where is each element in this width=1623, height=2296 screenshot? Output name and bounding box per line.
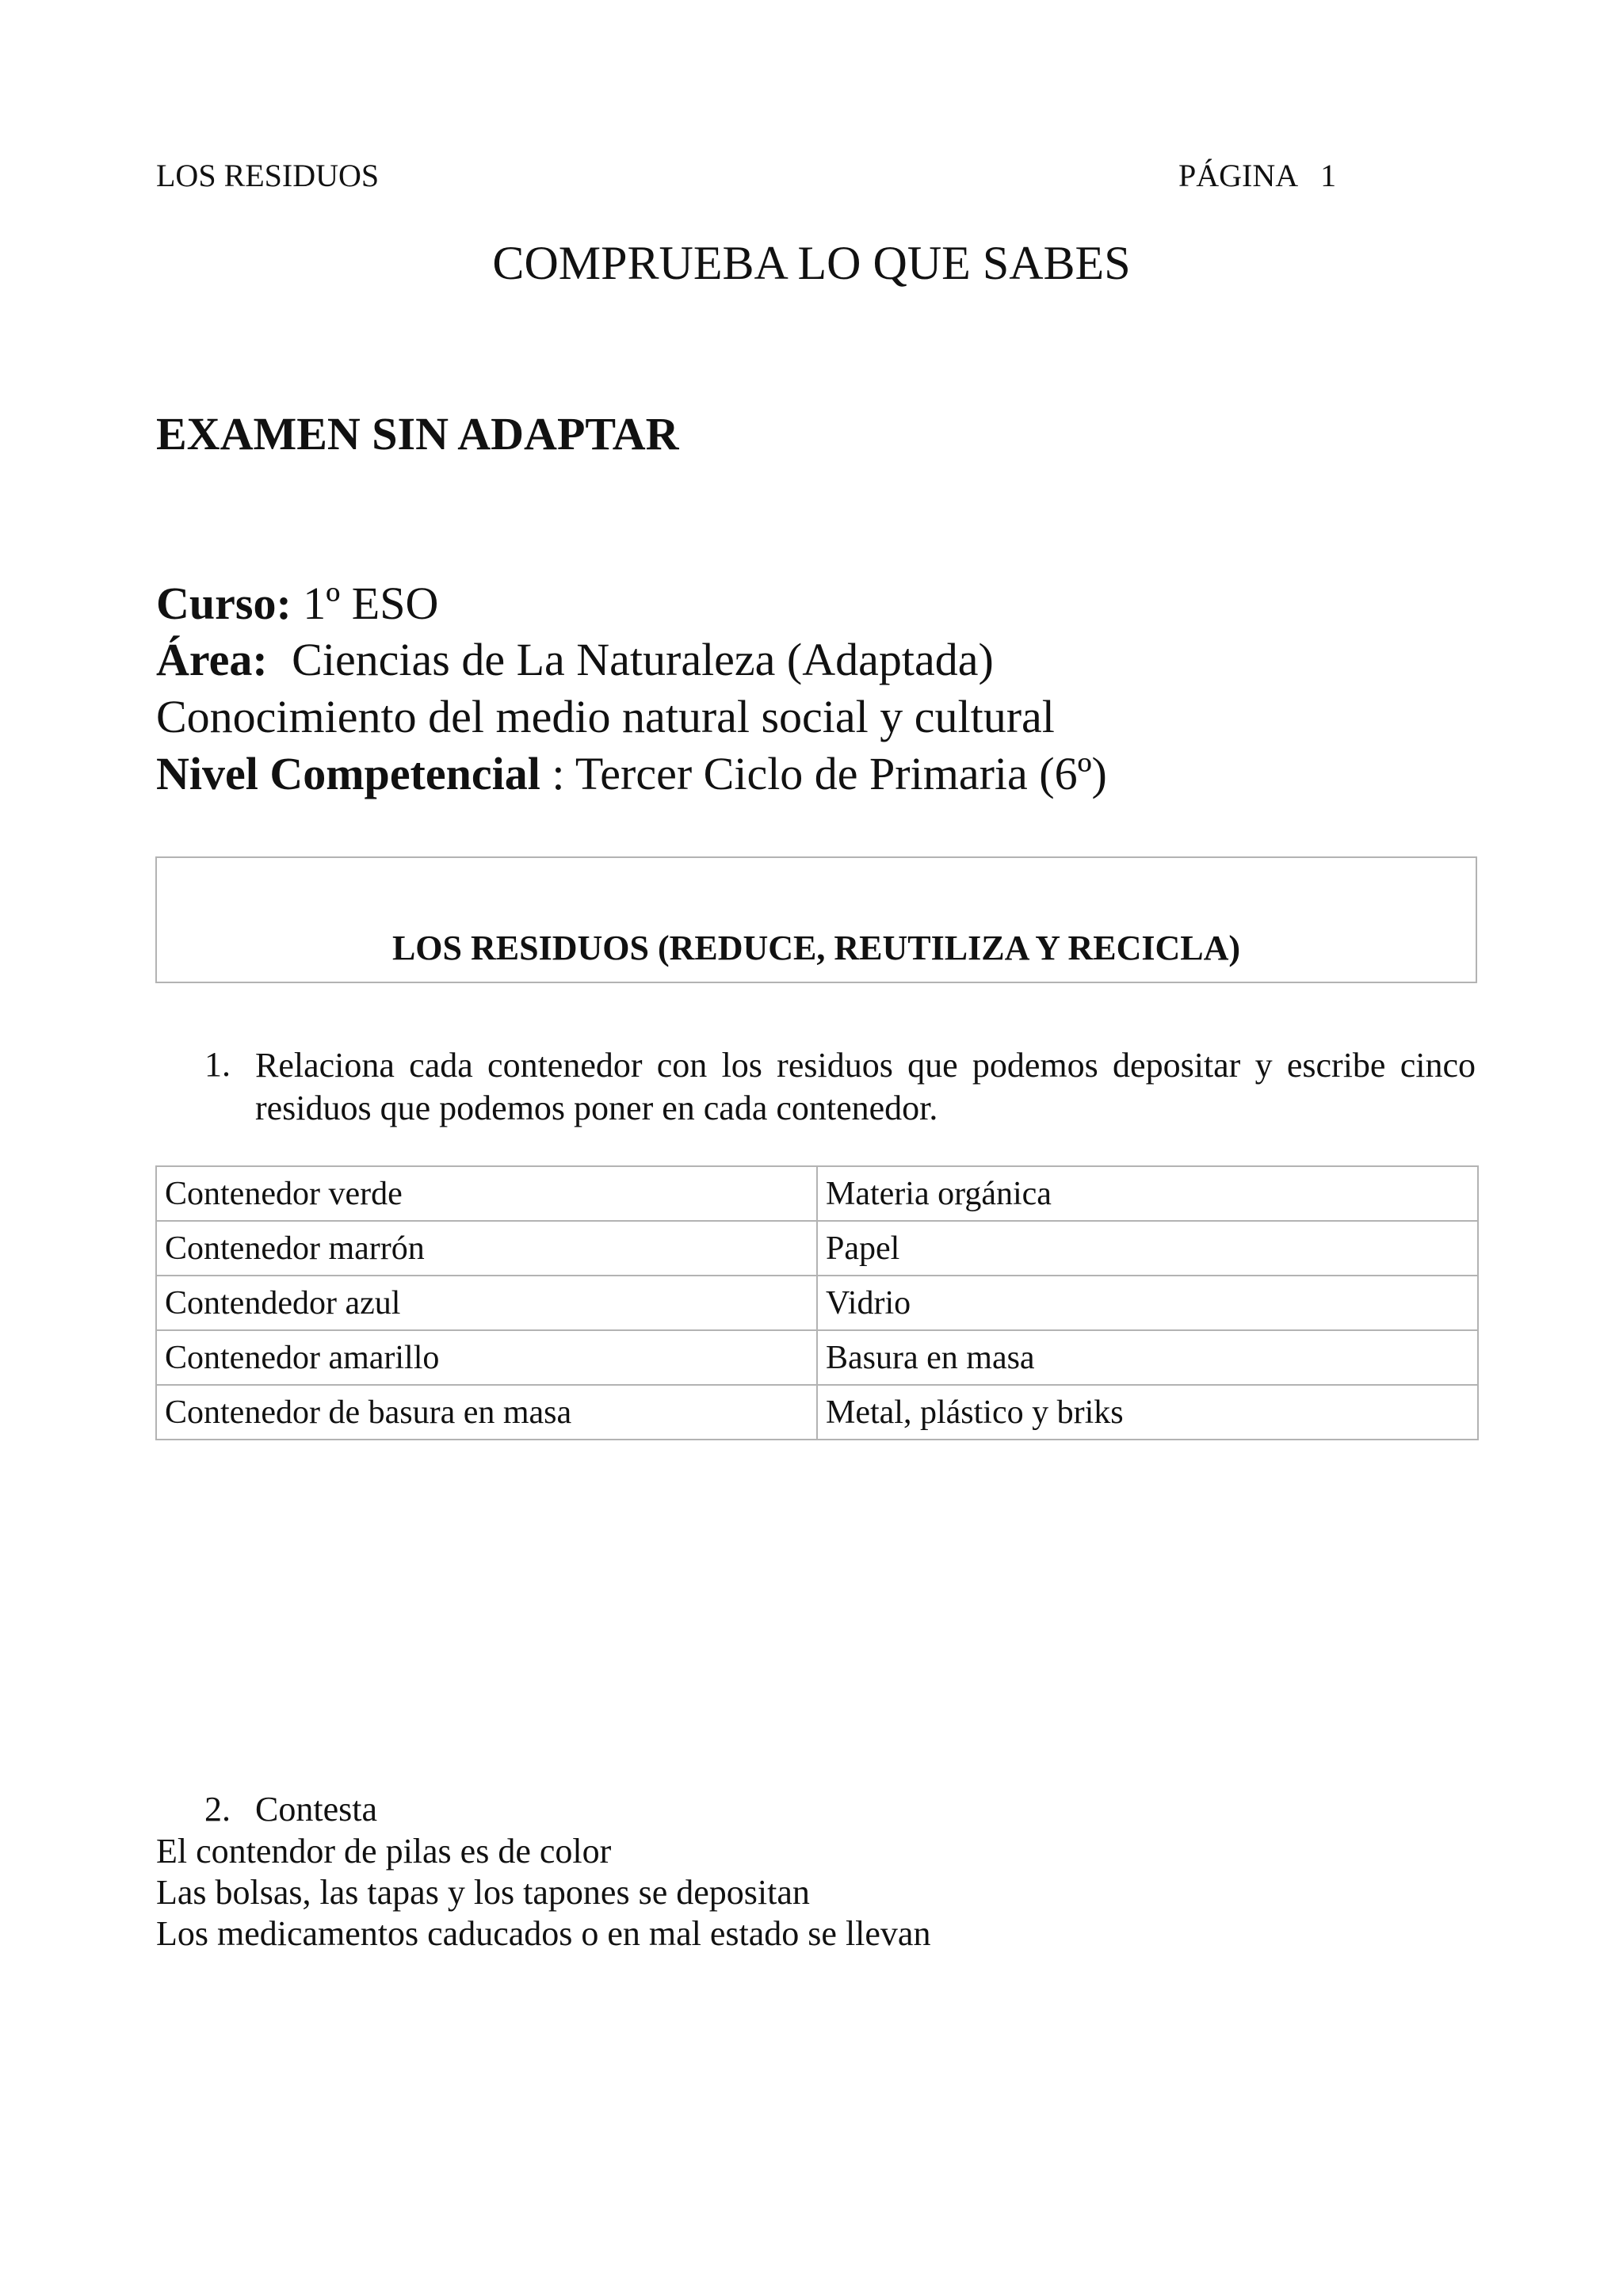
question-2-line: Los medicamentos caducados o en mal estado se llevan	[156, 1914, 931, 1953]
info-area	[156, 633, 994, 686]
question-1-number: 1.	[204, 1045, 231, 1084]
table-cell-waste: Materia orgánica	[817, 1166, 1478, 1221]
question-2-line: Las bolsas, las tapas y los tapones se depositan	[156, 1873, 810, 1912]
table-cell-waste: Metal, plástico y briks	[817, 1385, 1478, 1440]
page-number: 1	[1320, 158, 1337, 193]
table-row	[156, 1221, 1478, 1276]
question-1-text: Relaciona cada contenedor con los residuos que podemos depositar y escribe cinco residuos que podemos poner en cada contenedor.	[255, 1046, 1476, 1127]
table-cell-waste: Vidrio	[817, 1276, 1478, 1330]
question-2-number: 2.	[204, 1790, 231, 1829]
table-row	[156, 1385, 1478, 1440]
table-row	[156, 1166, 1478, 1221]
question-2-label: Contesta	[255, 1790, 377, 1829]
info-nivel	[156, 747, 1107, 800]
table-cell-container: Contendedor azul	[156, 1276, 817, 1330]
nivel-value: : Tercer Ciclo de Primaria (6º)	[552, 748, 1107, 799]
area-value: Ciencias de La Naturaleza (Adaptada)	[292, 634, 994, 685]
topic-box-title: LOS RESIDUOS (REDUCE, REUTILIZA Y RECICLA)	[391, 929, 1241, 967]
page-label: PÁGINA	[1178, 158, 1299, 193]
table-row	[156, 1276, 1478, 1330]
table-row	[156, 1330, 1478, 1385]
nivel-label: Nivel Competencial	[156, 748, 540, 799]
container-matching-table	[155, 1165, 1479, 1440]
info-curso	[156, 577, 438, 630]
curso-label: Curso:	[156, 578, 292, 629]
info-conocimiento: Conocimiento del medio natural social y cultural	[156, 691, 1055, 742]
table-cell-container: Contenedor marrón	[156, 1221, 817, 1276]
table-cell-waste: Papel	[817, 1221, 1478, 1276]
curso-value: 1º ESO	[303, 578, 439, 629]
header-left-title: LOS RESIDUOS	[156, 158, 380, 193]
page-title: COMPRUEBA LO QUE SABES	[492, 237, 1131, 289]
exam-type-heading: EXAMEN SIN ADAPTAR	[156, 408, 679, 460]
table-cell-container: Contenedor verde	[156, 1166, 817, 1221]
area-label: Área:	[156, 634, 268, 685]
topic-box	[155, 856, 1477, 983]
table-cell-waste: Basura en masa	[817, 1330, 1478, 1385]
table-cell-container: Contenedor de basura en masa	[156, 1385, 817, 1440]
question-2-line: El contendor de pilas es de color	[156, 1832, 612, 1871]
header-page-indicator	[1178, 157, 1336, 194]
table-cell-container: Contenedor amarillo	[156, 1330, 817, 1385]
